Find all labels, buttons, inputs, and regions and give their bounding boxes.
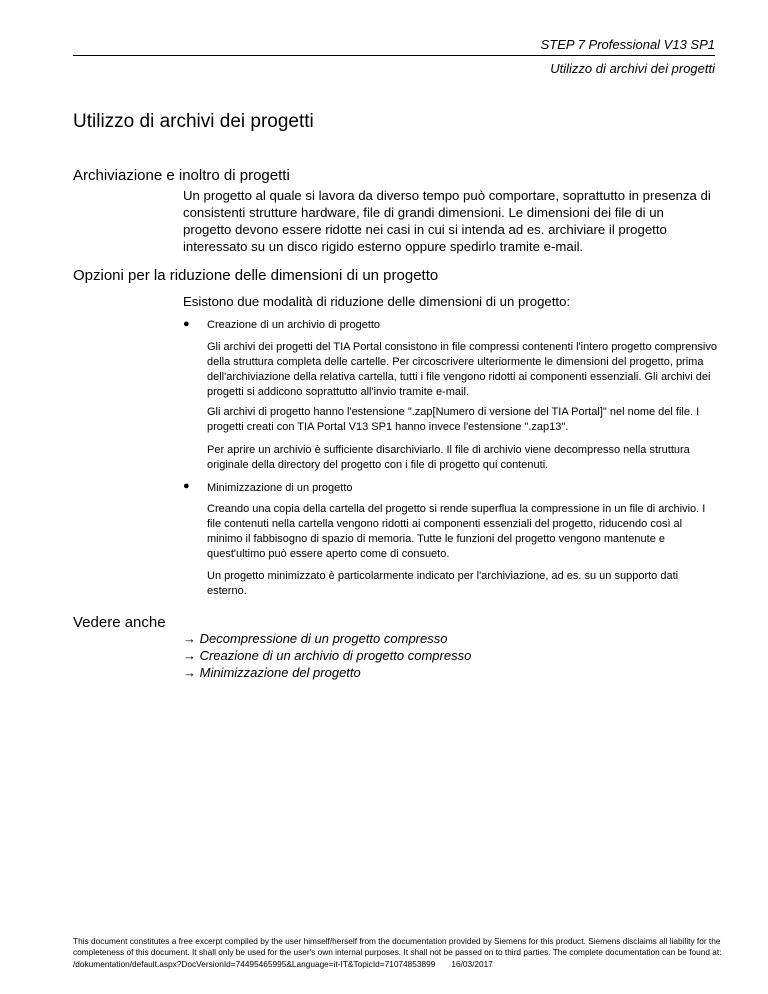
section-heading-options: Opzioni per la riduzione delle dimensioni di un progetto	[73, 267, 439, 284]
section-heading-archiving: Archiviazione e inoltro di progetti	[73, 167, 290, 184]
bullet-paragraph: Creando una copia della cartella del progetto si rende superflua la compressione in un file di archivio. I file contenuti nella cartella vengono ridotti ai componenti essenziali del progetto, riducendo così al minimo il fabbisogno di spazio di memoria. Tutte le funzioni del progetto vengono mantenute e quest'ultimo può essere aperto come di consueto.	[207, 503, 706, 560]
footer-path: /dokumentation/default.aspx?DocVersionId=74495465995&Language=it-IT&TopicId=71074853899	[73, 958, 436, 969]
bullet-paragraph: Un progetto minimizzato è particolarmente indicato per l'archiviazione, ad es. su un supporto dati esterno.	[207, 570, 679, 597]
header-section: Utilizzo di archivi dei progetti	[550, 61, 715, 76]
bullet-marker: ●	[183, 480, 190, 492]
bullet-label-archive: Creazione di un archivio di progetto	[207, 319, 381, 331]
link-decompress[interactable]: → Decompressione di un progetto compresso	[183, 631, 448, 646]
page-title: Utilizzo di archivi dei progetti	[73, 111, 314, 132]
bullet-paragraph: Gli archivi dei progetti del TIA Portal consistono in file compressi contenenti l'intero progetto comprensivo della struttura completa delle cartelle. Per circoscrivere ulteriormente le dimensioni del progetto, prima dell'archiviazione della relativa cartella, tutti i file vengono ridotti ai componenti essenziali. Gli archivi dei progetti si addicono soprattutto all'invio tramite e-mail.	[207, 341, 717, 398]
section-heading-see-also: Vedere anche	[73, 614, 166, 631]
section-intro-options: Esistono due modalità di riduzione delle dimensioni di un progetto:	[183, 294, 571, 309]
link-create-archive[interactable]: → Creazione di un archivio di progetto compresso	[183, 648, 472, 663]
bullet-label-minimize: Minimizzazione di un progetto	[207, 482, 353, 494]
footer-path-line	[73, 959, 723, 970]
header-product: STEP 7 Professional V13 SP1	[540, 37, 715, 52]
bullet-marker: ●	[183, 318, 190, 330]
footer-disclaimer: This document constitutes a free excerpt compiled by the user himself/herself from the documentation provided by Siemens for this product. Siemens disclaims all liability for the completeness of this document. It shall only be used for the user's own internal purposes. It shall not be passed on to third parties. The complete documentation can be found at:	[73, 936, 722, 958]
footer-date: 16/03/2017	[451, 958, 493, 969]
bullet-paragraph: Per aprire un archivio è sufficiente disarchiviarlo. Il file di archivio viene decompresso nella struttura originale della directory del progetto con i file di progetto qui contenuti.	[207, 444, 690, 471]
header-rule	[73, 55, 715, 56]
link-minimize[interactable]: → Minimizzazione del progetto	[183, 665, 361, 680]
section-text-archiving: Un progetto al quale si lavora da diverso tempo può comportare, soprattutto in presenza di consistenti strutture hardware, file di grandi dimensioni. Le dimensioni dei file di un progetto devono essere ridotte nei casi in cui si intenda ad es. archiviare il progetto interessato su un disco rigido esterno oppure spedirlo tramite e-mail.	[183, 188, 711, 254]
bullet-paragraph: Gli archivi di progetto hanno l'estensione ".zap[Numero di versione del TIA Portal]" nel nome del file. I progetti creati con TIA Portal V13 SP1 hanno invece l'estensione ".zap13".	[207, 406, 700, 433]
footer	[73, 936, 723, 970]
